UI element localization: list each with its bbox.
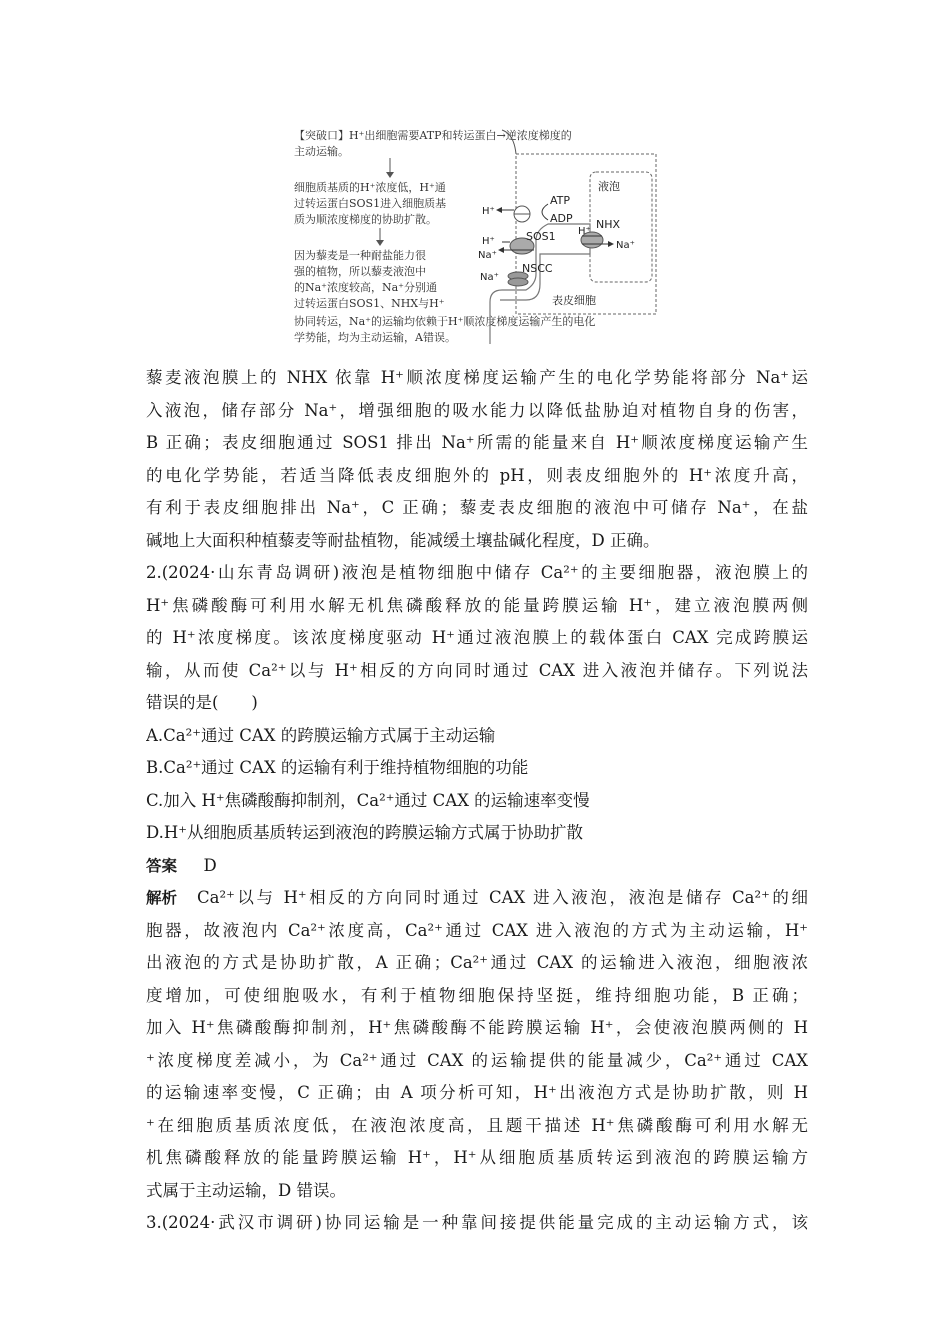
figure-note: 主动运输。 — [294, 145, 349, 158]
analysis-line: 出液泡的方式是协助扩散，A 正确；Ca²⁺通过 CAX 的运输进入液泡，细胞液浓 — [146, 953, 808, 972]
analysis-line: 式属于主动运输，D 错误。 — [146, 1180, 346, 1200]
document-body — [146, 362, 808, 1240]
sos1-label: SOS1 — [526, 230, 556, 243]
cell-label: 表皮细胞 — [552, 294, 596, 307]
question-line: 的 H⁺浓度梯度。该浓度梯度驱动 H⁺通过液泡膜上的载体蛋白 CAX 完成跨膜运 — [146, 628, 808, 647]
figure-note: 【突破口】H⁺出细胞需要ATP和转运蛋白→逆浓度梯度的 — [294, 129, 572, 142]
question-line: 2.(2024·山东青岛调研)液泡是植物细胞中储存 Ca²⁺的主要细胞器，液泡膜上的 — [146, 563, 808, 582]
figure-note: 协同转运，Na⁺的运输均依赖于H⁺顺浓度梯度运输产生的电化 — [294, 315, 596, 328]
analysis-first-line — [146, 882, 808, 915]
nhx-label: NHX — [596, 218, 621, 231]
figure-note: 过转运蛋白SOS1、NHX与H⁺ — [294, 297, 445, 310]
figure-note: 细胞质基质的H⁺浓度低，H⁺通 — [294, 181, 446, 194]
cell-diagram — [290, 124, 658, 352]
analysis-text: Ca²⁺以与 H⁺相反的方向同时通过 CAX 进入液泡，液泡是储存 Ca²⁺的细 — [197, 888, 808, 907]
down-arrow-icon — [386, 172, 394, 178]
h-ion-label: H⁺ — [578, 226, 591, 237]
analysis-line: 的运输速率变慢，C 正确；由 A 项分析可知，H⁺出液泡方式是协助扩散，则 H — [146, 1083, 808, 1102]
h-ion-label: H⁺ — [482, 236, 495, 247]
analysis-line: 加入 H⁺焦磷酸酶抑制剂，H⁺焦磷酸酶不能跨膜运输 H⁺，会使液泡膜两侧的 H — [146, 1018, 808, 1037]
nscc-label: NSCC — [522, 262, 553, 275]
answer-label: 答案 — [146, 856, 178, 875]
text-line: 藜麦液泡膜上的 NHX 依靠 H⁺顺浓度梯度运输产生的电化学势能将部分 Na⁺运 — [146, 368, 808, 387]
option-b: B.Ca²⁺通过 CAX 的运输有利于维持植物细胞的功能 — [146, 758, 529, 777]
text-line: 入液泡，储存部分 Na⁺，增强细胞的吸水能力以降低盐胁迫对植物自身的伤害， — [146, 400, 808, 420]
analysis-line: ⁺在细胞质基质浓度低，在液泡浓度高，且题干描述 H⁺焦磷酸酶可利用水解无 — [146, 1115, 808, 1135]
na-ion-label: Na⁺ — [478, 250, 497, 261]
h-ion-label: H⁺ — [482, 206, 495, 217]
down-arrow-icon — [376, 240, 384, 246]
atp-label: ATP — [550, 194, 571, 207]
figure-note: 质为顺浓度梯度的协助扩散。 — [294, 213, 437, 226]
analysis-line: 度增加，可使细胞吸水，有利于植物细胞保持坚挺，维持细胞功能，B 正确； — [146, 985, 808, 1005]
figure-note: 学势能，均为主动运输，A错误。 — [294, 331, 456, 344]
answer-line — [146, 850, 808, 883]
na-ion-label: Na⁺ — [616, 240, 635, 251]
question-3-line: 3.(2024·武汉市调研)协同运输是一种靠间接提供能量完成的主动运输方式，该 — [146, 1213, 808, 1232]
na-ion-label: Na⁺ — [480, 272, 499, 283]
question-line: 输，从而使 Ca²⁺以与 H⁺相反的方向同时通过 CAX 进入液泡并储存。下列说法 — [146, 660, 808, 680]
analysis-line: ⁺浓度梯度差减小，为 Ca²⁺通过 CAX 的运输提供的能量减少，Ca²⁺通过 CAX — [146, 1050, 808, 1070]
analysis-line: 机焦磷酸释放的能量跨膜运输 H⁺，H⁺从细胞质基质转运到液泡的跨膜运输方 — [146, 1148, 808, 1167]
answer-value: D — [203, 855, 217, 875]
analysis-label: 解析 — [146, 889, 178, 907]
text-line: 碱地上大面积种植藜麦等耐盐植物，能减缓土壤盐碱化程度，D 正确。 — [146, 530, 660, 550]
figure-note: 因为藜麦是一种耐盐能力很 — [294, 249, 426, 262]
figure-note: 强的植物，所以藜麦液泡中 — [294, 265, 426, 278]
option-d: D.H⁺从细胞质基质转运到液泡的跨膜运输方式属于协助扩散 — [146, 823, 583, 842]
figure-note: 的Na⁺浓度较高，Na⁺分别通 — [294, 281, 437, 294]
figure-note: 过转运蛋白SOS1进入细胞质基 — [294, 197, 447, 210]
text-line: 的电化学势能，若适当降低表皮细胞外的 pH，则表皮细胞外的 H⁺浓度升高， — [146, 465, 808, 485]
vacuole-label: 液泡 — [598, 180, 620, 193]
text-line: 有利于表皮细胞排出 Na⁺，C 正确；藜麦表皮细胞的液泡中可储存 Na⁺，在盐 — [146, 498, 808, 517]
adp-label: ADP — [550, 212, 573, 225]
option-c: C.加入 H⁺焦磷酸酶抑制剂，Ca²⁺通过 CAX 的运输速率变慢 — [146, 790, 590, 810]
question-line: 错误的是( ) — [146, 693, 258, 712]
question-line: H⁺焦磷酸酶可利用水解无机焦磷酸释放的能量跨膜运输 H⁺，建立液泡膜两侧 — [146, 595, 808, 615]
text-line: B 正确；表皮细胞通过 SOS1 排出 Na⁺所需的能量来自 H⁺顺浓度梯度运输产生 — [146, 433, 808, 452]
analysis-line: 胞器，故液泡内 Ca²⁺浓度高，Ca²⁺通过 CAX 进入液泡的方式为主动运输，H⁺ — [146, 920, 808, 940]
atp-arrow-icon — [542, 204, 548, 220]
option-a: A.Ca²⁺通过 CAX 的跨膜运输方式属于主动运输 — [146, 725, 496, 745]
transport-figure — [290, 124, 658, 352]
